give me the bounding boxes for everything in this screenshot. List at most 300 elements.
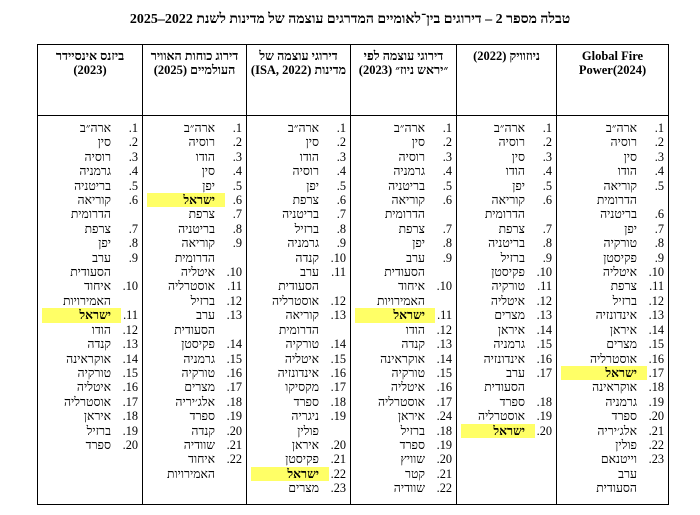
- list-item: [147, 265, 242, 279]
- list-item: [461, 279, 552, 293]
- country-name-highlighted: ישראל: [147, 193, 225, 207]
- list-item: [42, 207, 138, 221]
- country-name: רוסיה: [498, 135, 525, 150]
- country-name: רוסיה: [610, 135, 637, 150]
- rank-number: [535, 207, 552, 221]
- rank-number: [329, 424, 346, 438]
- rank-number: 17.: [648, 365, 664, 380]
- list-item: [147, 366, 242, 380]
- rank-number: 22.: [648, 437, 664, 452]
- rank-number: [535, 380, 552, 394]
- country-name: צרפת: [398, 221, 425, 236]
- country-name: רוסיה: [292, 164, 319, 179]
- country-name: ספרד: [399, 437, 425, 452]
- column-cell: [457, 116, 557, 505]
- list-item: [561, 452, 664, 466]
- list-item: [42, 323, 138, 337]
- rank-number: 8.: [232, 221, 242, 236]
- country-name: פקיסטן: [603, 250, 637, 265]
- country-name: קנדה: [87, 337, 111, 352]
- rank-number: 18.: [648, 380, 664, 395]
- country-name: הודו: [405, 322, 425, 337]
- ranking-list: [457, 116, 556, 438]
- list-item: [355, 207, 452, 221]
- list-item: [355, 380, 452, 394]
- country-name: ספרד: [189, 409, 215, 424]
- rank-number: 19.: [648, 394, 664, 409]
- rank-number: 12.: [122, 322, 138, 337]
- rank-number: 7.: [336, 207, 346, 222]
- list-item: [355, 150, 452, 164]
- column-header: דירוגי עוצמה של מדינות (ISA, 2022): [247, 45, 351, 116]
- list-item: [355, 251, 452, 265]
- column-cell: [143, 116, 247, 505]
- list-item: [42, 438, 138, 452]
- list-item: [251, 135, 346, 149]
- list-item: [251, 121, 346, 135]
- country-name: יפן: [412, 236, 425, 251]
- list-item: [42, 150, 138, 164]
- country-name: פולין: [615, 437, 637, 452]
- list-item: [561, 294, 664, 308]
- list-item: [355, 121, 452, 135]
- country-name: ספרד: [611, 409, 637, 424]
- rankings-row: [38, 116, 669, 505]
- list-item: [461, 294, 552, 308]
- list-item: [42, 135, 138, 149]
- country-name: ארה״ב: [79, 121, 111, 135]
- country-name: ספרד: [293, 394, 319, 409]
- list-item: [42, 409, 138, 423]
- country-name: טורקיה: [285, 337, 319, 352]
- list-item: [251, 279, 346, 293]
- list-item: [147, 121, 242, 135]
- list-item: [561, 265, 664, 279]
- list-item: [147, 222, 242, 236]
- list-item: [42, 279, 138, 293]
- country-name: טורקיה: [603, 236, 637, 251]
- country-name: הסעודית: [384, 265, 425, 280]
- country-name: הסעודית: [70, 265, 111, 280]
- rank-number: 14.: [226, 337, 242, 352]
- country-name: מצרים: [184, 380, 215, 395]
- rank-number: 7.: [128, 221, 138, 236]
- rank-number: 20.: [436, 452, 452, 467]
- rank-number: 3.: [654, 149, 664, 164]
- rank-number: 14.: [436, 351, 452, 366]
- rank-number: [225, 467, 242, 481]
- country-name: איחוד: [398, 279, 425, 294]
- list-item: [355, 438, 452, 452]
- rank-number: 1.: [542, 121, 552, 135]
- list-item: [355, 265, 452, 279]
- list-item: [355, 179, 452, 193]
- list-item: [355, 222, 452, 236]
- rank-number: 17.: [122, 394, 138, 409]
- rank-number: 22.: [330, 466, 346, 481]
- list-item: [251, 294, 346, 308]
- country-name: טורקיה: [181, 365, 215, 380]
- list-item: [355, 467, 452, 481]
- header-row: [38, 45, 669, 116]
- rank-number: [435, 294, 452, 308]
- rank-number: 2.: [128, 135, 138, 150]
- list-item: [42, 265, 138, 279]
- rank-number: 18.: [122, 409, 138, 424]
- country-name: מצרים: [288, 481, 319, 496]
- country-name: איראן: [497, 322, 525, 337]
- list-item: [355, 352, 452, 366]
- rank-number: 17.: [226, 380, 242, 395]
- list-item: [147, 279, 242, 293]
- rank-number: 19.: [536, 409, 552, 424]
- rank-number: 16.: [330, 365, 346, 380]
- list-item: [355, 366, 452, 380]
- country-name: הסעודית: [174, 322, 215, 337]
- rank-number: 13.: [122, 337, 138, 352]
- country-name: איטליה: [602, 265, 637, 280]
- column-cell: [247, 116, 351, 505]
- rank-number: 12.: [436, 322, 452, 337]
- country-name: בריטניה: [282, 207, 319, 222]
- rank-number: 3.: [336, 149, 346, 164]
- rank-number: 10.: [436, 279, 452, 294]
- country-name: יפן: [512, 178, 525, 193]
- rank-number: 11.: [331, 265, 346, 280]
- rank-number: 14.: [330, 337, 346, 352]
- list-item: [147, 352, 242, 366]
- list-item: [461, 222, 552, 236]
- country-name: האמירויות: [62, 293, 111, 308]
- country-name: אוסטרליה: [63, 394, 111, 409]
- country-name: הדרומית: [70, 207, 111, 222]
- rank-number: 19.: [122, 423, 138, 438]
- list-item: [561, 308, 664, 322]
- rank-number: 9.: [542, 250, 552, 265]
- list-item: [461, 193, 552, 207]
- rank-number: 17.: [536, 365, 552, 380]
- country-name: אינדונזיה: [483, 351, 525, 366]
- rank-number: 13.: [330, 308, 346, 323]
- list-item: [561, 251, 664, 265]
- rank-number: 14.: [536, 322, 552, 337]
- country-name: קנדה: [191, 423, 215, 438]
- rank-number: 11.: [649, 279, 664, 294]
- list-item: [561, 164, 664, 178]
- rank-number: 18.: [330, 394, 346, 409]
- rank-number: 13.: [436, 337, 452, 352]
- rank-number: 1.: [232, 121, 242, 135]
- country-name: יפן: [306, 178, 319, 193]
- list-item: [461, 380, 552, 394]
- country-name: ארה״ב: [493, 121, 525, 135]
- country-name: ערב: [618, 466, 637, 481]
- column-cell: [557, 116, 669, 505]
- list-item: [147, 207, 242, 221]
- list-item: [147, 395, 242, 409]
- list-item: [251, 236, 346, 250]
- list-item: [147, 150, 242, 164]
- country-name: אלג׳יריה: [597, 423, 637, 438]
- list-item: [42, 424, 138, 438]
- list-item: [461, 366, 552, 380]
- rank-number: 5.: [654, 178, 664, 193]
- country-name: צרפת: [188, 207, 215, 222]
- rank-number: 5.: [232, 178, 242, 193]
- country-name: האמירויות: [166, 466, 215, 481]
- rank-number: 7.: [654, 221, 664, 236]
- country-name: ברזיל: [400, 423, 425, 438]
- list-item: [147, 380, 242, 394]
- list-item: [561, 135, 664, 149]
- rank-number: 23.: [648, 452, 664, 467]
- list-item: [251, 481, 346, 495]
- rank-number: 14.: [122, 351, 138, 366]
- rank-number: 15.: [122, 365, 138, 380]
- rank-number: 5.: [336, 178, 346, 193]
- rank-number: [225, 323, 242, 337]
- list-item: [42, 352, 138, 366]
- country-name: גרמניה: [493, 337, 525, 352]
- country-name: ארה״ב: [287, 121, 319, 135]
- rank-number: 3.: [128, 149, 138, 164]
- list-item: [561, 179, 664, 193]
- rank-number: [435, 207, 452, 221]
- country-name: קוריאה: [391, 193, 425, 208]
- list-item: [561, 467, 664, 481]
- rank-number: 19.: [330, 409, 346, 424]
- country-name: גרמניה: [183, 351, 215, 366]
- list-item: [42, 366, 138, 380]
- list-item: [251, 380, 346, 394]
- country-name: מקסיקו: [285, 380, 319, 395]
- country-name: ערב: [300, 265, 319, 280]
- list-item: [461, 179, 552, 193]
- country-name: איטליה: [390, 380, 425, 395]
- list-item: [461, 424, 552, 438]
- list-item: [461, 207, 552, 221]
- rank-number: 4.: [542, 164, 552, 179]
- list-item: [561, 337, 664, 351]
- country-name: הדרומית: [384, 207, 425, 222]
- country-name: הודו: [617, 164, 637, 179]
- list-item: [42, 121, 138, 135]
- rank-number: 4.: [128, 164, 138, 179]
- rank-number: 6.: [654, 207, 664, 222]
- country-name: הדרומית: [278, 322, 319, 337]
- list-item: [355, 337, 452, 351]
- country-name: בריטניה: [388, 178, 425, 193]
- country-name: הודו: [195, 149, 215, 164]
- list-item: [147, 424, 242, 438]
- column-header: דירוגי עוצמה לפי ״יראש ניוז״ (2023): [351, 45, 457, 116]
- country-name: צרפת: [498, 221, 525, 236]
- rank-number: 1.: [654, 121, 664, 135]
- list-item: [147, 409, 242, 423]
- rank-number: 20.: [536, 423, 552, 438]
- rank-number: 12.: [330, 293, 346, 308]
- country-name: אוסטרליה: [271, 293, 319, 308]
- list-item: [251, 207, 346, 221]
- country-name: צרפת: [84, 221, 111, 236]
- country-name: רוסיה: [188, 135, 215, 150]
- list-item: [42, 308, 138, 322]
- country-name: אוקראינה: [66, 351, 111, 366]
- list-item: [355, 279, 452, 293]
- country-name-highlighted: ישראל: [251, 467, 329, 481]
- country-name: ספרד: [85, 437, 111, 452]
- column-header: דירוג כוחות האוויר העולמיים (2025): [143, 45, 247, 116]
- rank-number: 2.: [232, 135, 242, 150]
- rank-number: 19.: [226, 409, 242, 424]
- rank-number: 15.: [330, 351, 346, 366]
- rank-number: 1.: [442, 121, 452, 135]
- rank-number: 20.: [122, 437, 138, 452]
- country-name: פקיסטן: [491, 265, 525, 280]
- list-item: [461, 395, 552, 409]
- country-name: הודו: [91, 322, 111, 337]
- list-item: [42, 193, 138, 207]
- list-item: [461, 251, 552, 265]
- list-item: [561, 193, 664, 207]
- country-name: שוודיה: [183, 437, 215, 452]
- rank-number: 8.: [128, 236, 138, 251]
- country-name-highlighted: ישראל: [42, 308, 121, 322]
- rank-number: 5.: [442, 178, 452, 193]
- country-name: גרמניה: [605, 394, 637, 409]
- rank-number: [225, 251, 242, 265]
- country-name: פקיסטן: [285, 452, 319, 467]
- rank-number: 11.: [437, 308, 452, 323]
- country-name: הסעודית: [596, 481, 637, 496]
- list-item: [355, 193, 452, 207]
- ranking-list: [247, 116, 350, 496]
- rank-number: 4.: [442, 164, 452, 179]
- country-name: גרמניה: [79, 164, 111, 179]
- list-item: [561, 207, 664, 221]
- rank-number: 24.: [436, 409, 452, 424]
- country-name: בריטניה: [600, 207, 637, 222]
- list-item: [561, 150, 664, 164]
- rank-number: 14.: [648, 322, 664, 337]
- rank-number: 13.: [226, 308, 242, 323]
- country-name: הסעודית: [278, 279, 319, 294]
- country-name-highlighted: ישראל: [561, 366, 647, 380]
- list-item: [251, 265, 346, 279]
- list-item: [42, 222, 138, 236]
- country-name: יפן: [624, 221, 637, 236]
- rank-number: 9.: [442, 250, 452, 265]
- country-name: ברזיל: [86, 423, 111, 438]
- country-name: טורקיה: [77, 365, 111, 380]
- list-item: [251, 438, 346, 452]
- rank-number: 10.: [122, 279, 138, 294]
- list-item: [42, 236, 138, 250]
- list-item: [251, 222, 346, 236]
- rank-number: 6.: [542, 193, 552, 208]
- list-item: [147, 236, 242, 250]
- country-name: ספרד: [499, 394, 525, 409]
- list-item: [355, 424, 452, 438]
- column-header: ניוזוויק (2022): [457, 45, 557, 116]
- rank-number: 16.: [226, 365, 242, 380]
- list-item: [42, 179, 138, 193]
- country-name: סין: [511, 149, 525, 164]
- country-name: אינדונזיה: [277, 365, 319, 380]
- list-item: [561, 222, 664, 236]
- country-name: איטליה: [490, 293, 525, 308]
- list-item: [251, 467, 346, 481]
- rank-number: 21.: [226, 437, 242, 452]
- rank-number: 22.: [226, 452, 242, 467]
- country-name: גרמניה: [287, 236, 319, 251]
- list-item: [251, 164, 346, 178]
- rank-number: 8.: [336, 221, 346, 236]
- country-name: הודו: [505, 164, 525, 179]
- country-name: ערב: [196, 308, 215, 323]
- country-name: שוויץ: [400, 452, 425, 467]
- country-name: פולין: [297, 423, 319, 438]
- rank-number: 11.: [227, 279, 242, 294]
- country-name: אוקראינה: [592, 380, 637, 395]
- list-item: [251, 150, 346, 164]
- country-name: איטליה: [76, 380, 111, 395]
- rank-number: 2.: [442, 135, 452, 150]
- country-name: ברזיל: [500, 250, 525, 265]
- country-name: ארה״ב: [183, 121, 215, 135]
- list-item: [561, 279, 664, 293]
- list-item: [42, 294, 138, 308]
- country-name: קוריאה: [77, 193, 111, 208]
- list-item: [461, 337, 552, 351]
- list-item: [561, 438, 664, 452]
- ranking-list: [38, 116, 142, 452]
- column-cell: [38, 116, 143, 505]
- country-name: אינדונזיה: [595, 308, 637, 323]
- rank-number: 18.: [436, 423, 452, 438]
- rank-number: 8.: [542, 236, 552, 251]
- list-item: [355, 409, 452, 423]
- list-item: [147, 251, 242, 265]
- rank-number: 11.: [537, 279, 552, 294]
- rank-number: 15.: [536, 337, 552, 352]
- ranking-list: [351, 116, 456, 496]
- rank-number: 15.: [436, 365, 452, 380]
- list-item: [251, 308, 346, 322]
- list-item: [461, 352, 552, 366]
- rank-number: [121, 207, 138, 221]
- list-item: [251, 452, 346, 466]
- list-item: [355, 323, 452, 337]
- list-item: [251, 395, 346, 409]
- ranking-list: [143, 116, 246, 481]
- rank-number: 17.: [436, 394, 452, 409]
- country-name: סין: [201, 164, 215, 179]
- rank-number: 23.: [330, 481, 346, 496]
- rank-number: 12.: [648, 293, 664, 308]
- country-name-highlighted: ישראל: [461, 424, 535, 438]
- rank-number: 5.: [128, 178, 138, 193]
- list-item: [355, 164, 452, 178]
- country-name: ארה״ב: [393, 121, 425, 135]
- list-item: [461, 409, 552, 423]
- list-item: [147, 467, 242, 481]
- country-name: איחוד: [188, 452, 215, 467]
- list-item: [251, 251, 346, 265]
- rank-number: 10.: [330, 250, 346, 265]
- rank-number: 13.: [536, 308, 552, 323]
- country-name: צרפת: [610, 279, 637, 294]
